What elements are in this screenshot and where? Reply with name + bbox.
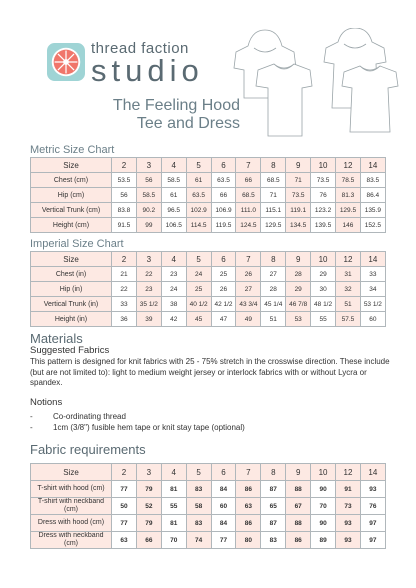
header-size-cell: 12 xyxy=(336,464,361,481)
header-size-cell: 5 xyxy=(186,158,211,173)
table-cell: 26 xyxy=(211,282,236,297)
table-cell: 83 xyxy=(186,481,211,498)
table-cell: 45 1/4 xyxy=(261,297,286,312)
table-cell: 38 xyxy=(161,297,186,312)
table-cell: 146 xyxy=(336,218,361,233)
header-size-cell: 8 xyxy=(261,252,286,267)
table-cell: 47 xyxy=(211,312,236,327)
row-label: Hip (in) xyxy=(31,282,112,297)
table-cell: 129.5 xyxy=(261,218,286,233)
notion-text: 1cm (3/8") fusible hem tape or knit stay tape (optional) xyxy=(53,423,245,432)
header-size-cell: 4 xyxy=(161,252,186,267)
table-cell: 119.5 xyxy=(211,218,236,233)
table-cell: 56 xyxy=(112,188,137,203)
table-row xyxy=(31,312,386,327)
notions-list xyxy=(30,411,245,433)
table-cell: 86 xyxy=(236,481,261,498)
table-cell: 81 xyxy=(161,481,186,498)
table-cell: 88 xyxy=(286,515,311,532)
header-size-cell: 14 xyxy=(360,464,385,481)
table-cell: 24 xyxy=(186,267,211,282)
row-label: T-shirt with neckband (cm) xyxy=(31,498,112,515)
table-cell: 43 3/4 xyxy=(236,297,261,312)
garment-illustrations xyxy=(228,28,403,143)
table-cell: 80 xyxy=(236,532,261,549)
table-row xyxy=(31,532,386,549)
materials-heading: Materials xyxy=(30,331,83,346)
list-bullet: - xyxy=(30,412,33,421)
table-cell: 33 xyxy=(360,267,385,282)
table-cell: 111.0 xyxy=(236,203,261,218)
table-cell: 53 xyxy=(286,312,311,327)
table-cell: 79 xyxy=(136,481,161,498)
header-size-cell: 4 xyxy=(161,158,186,173)
table-cell: 65 xyxy=(261,498,286,515)
fabric-requirements-heading: Fabric requirements xyxy=(30,442,146,457)
table-cell: 61 xyxy=(186,173,211,188)
table-cell: 28 xyxy=(286,267,311,282)
table-cell: 22 xyxy=(136,267,161,282)
table-row xyxy=(31,267,386,282)
table-cell: 42 xyxy=(161,312,186,327)
table-cell: 139.5 xyxy=(311,218,336,233)
table-cell: 77 xyxy=(112,481,137,498)
table-cell: 93 xyxy=(360,481,385,498)
header-size-cell: 10 xyxy=(311,158,336,173)
header-size-cell: 7 xyxy=(236,464,261,481)
table-cell: 63 xyxy=(236,498,261,515)
row-label: Chest (cm) xyxy=(31,173,112,188)
table-cell: 56 xyxy=(136,173,161,188)
table-cell: 32 xyxy=(336,282,361,297)
table-cell: 86 xyxy=(286,532,311,549)
table-cell: 30 xyxy=(311,282,336,297)
table-cell: 124.5 xyxy=(236,218,261,233)
fabric-requirements-table xyxy=(30,463,386,549)
header-size-cell: 14 xyxy=(360,158,385,173)
table-cell: 55 xyxy=(161,498,186,515)
table-cell: 83.5 xyxy=(360,173,385,188)
table-cell: 57.5 xyxy=(336,312,361,327)
table-cell: 27 xyxy=(236,282,261,297)
table-cell: 106.5 xyxy=(161,218,186,233)
table-cell: 86 xyxy=(236,515,261,532)
logo-icon xyxy=(47,43,85,81)
table-cell: 50 xyxy=(112,498,137,515)
table-cell: 40 1/2 xyxy=(186,297,211,312)
table-cell: 23 xyxy=(161,267,186,282)
table-cell: 58.5 xyxy=(136,188,161,203)
table-cell: 36 xyxy=(112,312,137,327)
table-cell: 88 xyxy=(286,481,311,498)
table-cell: 90 xyxy=(311,481,336,498)
table-cell: 58 xyxy=(186,498,211,515)
row-label: T-shirt with hood (cm) xyxy=(31,481,112,498)
table-header-row xyxy=(31,158,386,173)
table-cell: 63.5 xyxy=(186,188,211,203)
brand-name-bottom: studio xyxy=(91,53,204,88)
table-cell: 27 xyxy=(261,267,286,282)
table-cell: 29 xyxy=(311,267,336,282)
table-row xyxy=(31,203,386,218)
table-cell: 70 xyxy=(161,532,186,549)
table-cell: 53.5 xyxy=(112,173,137,188)
header-size-cell: 5 xyxy=(186,464,211,481)
table-cell: 60 xyxy=(211,498,236,515)
header-size-cell: 6 xyxy=(211,464,236,481)
table-cell: 86.4 xyxy=(360,188,385,203)
table-cell: 73 xyxy=(336,498,361,515)
header-size-label: Size xyxy=(31,464,112,481)
table-cell: 89 xyxy=(311,532,336,549)
brand-name-top: thread faction xyxy=(91,40,189,57)
table-cell: 78.5 xyxy=(336,173,361,188)
table-cell: 77 xyxy=(211,532,236,549)
table-cell: 63 xyxy=(112,532,137,549)
table-cell: 73.5 xyxy=(286,188,311,203)
header-size-cell: 7 xyxy=(236,158,261,173)
header-size-cell: 7 xyxy=(236,252,261,267)
metric-chart-title: Metric Size Chart xyxy=(30,144,115,156)
table-row xyxy=(31,173,386,188)
table-cell: 83 xyxy=(186,515,211,532)
table-cell: 51 xyxy=(336,297,361,312)
table-cell: 93 xyxy=(336,532,361,549)
table-cell: 45 xyxy=(186,312,211,327)
suggested-fabrics-text: This pattern is designed for knit fabrics with 25 - 75% stretch in the crosswise direction. These include (but are not limited to): light to medium weight jersey or interlock fabrics with or without Lycra or spandex. xyxy=(30,357,390,387)
table-row xyxy=(31,218,386,233)
imperial-size-table xyxy=(30,251,386,327)
table-cell: 134.5 xyxy=(286,218,311,233)
row-label: Height (in) xyxy=(31,312,112,327)
table-cell: 123.2 xyxy=(311,203,336,218)
table-cell: 28 xyxy=(261,282,286,297)
table-cell: 48 1/2 xyxy=(311,297,336,312)
table-cell: 22 xyxy=(112,282,137,297)
table-cell: 70 xyxy=(311,498,336,515)
table-cell: 24 xyxy=(161,282,186,297)
header-size-cell: 12 xyxy=(336,252,361,267)
header-size-cell: 12 xyxy=(336,158,361,173)
table-cell: 77 xyxy=(112,515,137,532)
table-row xyxy=(31,498,386,515)
row-label: Vertical Trunk (in) xyxy=(31,297,112,312)
header-size-cell: 6 xyxy=(211,252,236,267)
table-cell: 91 xyxy=(336,481,361,498)
header-size-cell: 8 xyxy=(261,464,286,481)
row-label: Dress with hood (cm) xyxy=(31,515,112,532)
table-cell: 53 1/2 xyxy=(360,297,385,312)
table-cell: 68.5 xyxy=(236,188,261,203)
table-cell: 68.5 xyxy=(261,173,286,188)
table-row xyxy=(31,282,386,297)
table-row xyxy=(31,515,386,532)
header-size-cell: 10 xyxy=(311,252,336,267)
table-cell: 81.3 xyxy=(336,188,361,203)
table-header-row xyxy=(31,464,386,481)
table-cell: 106.9 xyxy=(211,203,236,218)
row-label: Chest (in) xyxy=(31,267,112,282)
table-cell: 60 xyxy=(360,312,385,327)
table-cell: 55 xyxy=(311,312,336,327)
table-cell: 42 1/2 xyxy=(211,297,236,312)
header-size-label: Size xyxy=(31,158,112,173)
table-cell: 39 xyxy=(136,312,161,327)
table-row xyxy=(31,297,386,312)
plain-tee-drawing xyxy=(256,64,312,136)
list-bullet: - xyxy=(30,423,33,432)
table-cell: 25 xyxy=(211,267,236,282)
table-row xyxy=(31,188,386,203)
table-cell: 84 xyxy=(211,481,236,498)
table-cell: 46 7/8 xyxy=(286,297,311,312)
table-cell: 81 xyxy=(161,515,186,532)
row-label: Height (cm) xyxy=(31,218,112,233)
pattern-title-line1: The Feeling Hood xyxy=(112,97,240,114)
table-header-row xyxy=(31,252,386,267)
header-size-cell: 14 xyxy=(360,252,385,267)
notion-text: Co-ordinating thread xyxy=(53,412,126,421)
header-size-label: Size xyxy=(31,252,112,267)
table-cell: 35 1/2 xyxy=(136,297,161,312)
header-size-cell: 2 xyxy=(112,464,137,481)
table-cell: 83.8 xyxy=(112,203,137,218)
header-size-cell: 3 xyxy=(136,464,161,481)
table-cell: 90.2 xyxy=(136,203,161,218)
table-cell: 93 xyxy=(336,515,361,532)
header-size-cell: 10 xyxy=(311,464,336,481)
table-cell: 97 xyxy=(360,532,385,549)
header-size-cell: 9 xyxy=(286,464,311,481)
notion-item xyxy=(30,411,245,422)
table-cell: 34 xyxy=(360,282,385,297)
table-cell: 79 xyxy=(136,515,161,532)
table-cell: 73.5 xyxy=(311,173,336,188)
table-cell: 58.5 xyxy=(161,173,186,188)
table-cell: 21 xyxy=(112,267,137,282)
table-cell: 61 xyxy=(161,188,186,203)
table-cell: 71 xyxy=(261,188,286,203)
notions-heading: Notions xyxy=(30,397,63,408)
table-cell: 96.5 xyxy=(161,203,186,218)
header-size-cell: 9 xyxy=(286,252,311,267)
header-size-cell: 2 xyxy=(112,158,137,173)
pattern-title-line2: Tee and Dress xyxy=(136,115,240,132)
table-cell: 23 xyxy=(136,282,161,297)
table-cell: 87 xyxy=(261,481,286,498)
table-cell: 102.9 xyxy=(186,203,211,218)
header-size-cell: 8 xyxy=(261,158,286,173)
header-size-cell: 4 xyxy=(161,464,186,481)
table-cell: 31 xyxy=(336,267,361,282)
notion-item xyxy=(30,422,245,433)
table-cell: 119.1 xyxy=(286,203,311,218)
table-cell: 99 xyxy=(136,218,161,233)
table-cell: 115.1 xyxy=(261,203,286,218)
table-cell: 51 xyxy=(261,312,286,327)
table-cell: 71 xyxy=(286,173,311,188)
table-cell: 97 xyxy=(360,515,385,532)
header-size-cell: 3 xyxy=(136,252,161,267)
table-cell: 67 xyxy=(286,498,311,515)
table-cell: 90 xyxy=(311,515,336,532)
table-cell: 76 xyxy=(311,188,336,203)
table-cell: 87 xyxy=(261,515,286,532)
suggested-fabrics-heading: Suggested Fabrics xyxy=(30,345,110,356)
header-size-cell: 5 xyxy=(186,252,211,267)
imperial-chart-title: Imperial Size Chart xyxy=(30,238,124,250)
table-cell: 26 xyxy=(236,267,261,282)
table-cell: 66 xyxy=(236,173,261,188)
table-cell: 76 xyxy=(360,498,385,515)
header-size-cell: 9 xyxy=(286,158,311,173)
row-label: Dress with neckband (cm) xyxy=(31,532,112,549)
table-cell: 152.5 xyxy=(360,218,385,233)
table-cell: 63.5 xyxy=(211,173,236,188)
table-cell: 33 xyxy=(112,297,137,312)
table-cell: 49 xyxy=(236,312,261,327)
table-cell: 66 xyxy=(211,188,236,203)
table-cell: 66 xyxy=(136,532,161,549)
table-cell: 25 xyxy=(186,282,211,297)
header-size-cell: 3 xyxy=(136,158,161,173)
table-cell: 135.9 xyxy=(360,203,385,218)
table-row xyxy=(31,481,386,498)
table-cell: 83 xyxy=(261,532,286,549)
table-cell: 74 xyxy=(186,532,211,549)
table-cell: 91.5 xyxy=(112,218,137,233)
header-size-cell: 6 xyxy=(211,158,236,173)
header-size-cell: 2 xyxy=(112,252,137,267)
table-cell: 29 xyxy=(286,282,311,297)
table-cell: 52 xyxy=(136,498,161,515)
row-label: Hip (cm) xyxy=(31,188,112,203)
metric-size-table xyxy=(30,157,386,233)
row-label: Vertical Trunk (cm) xyxy=(31,203,112,218)
table-cell: 114.5 xyxy=(186,218,211,233)
table-cell: 84 xyxy=(211,515,236,532)
table-cell: 129.5 xyxy=(336,203,361,218)
